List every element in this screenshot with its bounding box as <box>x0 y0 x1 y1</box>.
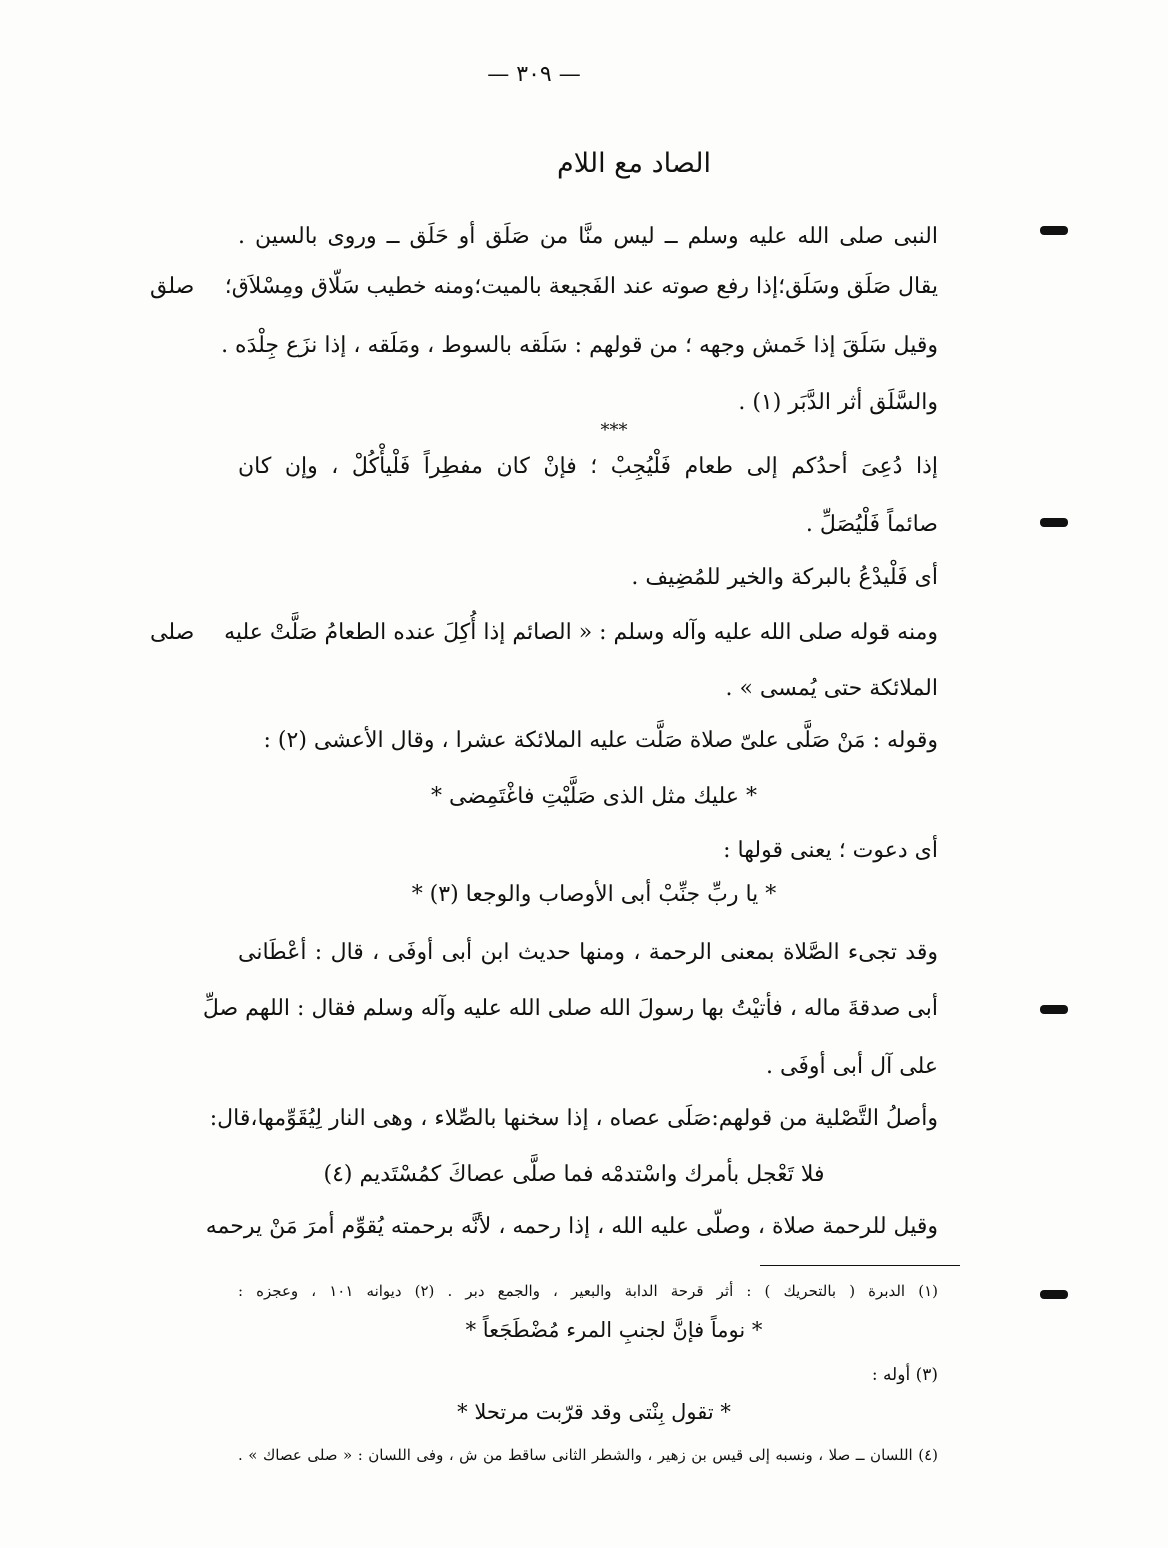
text-line-3: وقيل سَلَقَ إذا خَمش وجهه ؛ من قولهم : سَلَقه بالسوط ، ومَلَقه ، إذا نزَع جِلْدَه . <box>221 333 938 358</box>
footnote-3-verse: * تقول بِنْتى وقد قرّبت مرتحلا * <box>457 1400 731 1424</box>
para9-line: وقيل للرحمة صلاة ، وصلّى عليه الله ، إذا رحمه ، لأنَّه برحمته يُقوِّم أمرَ مَنْ يرحمه <box>205 1214 938 1239</box>
para6-line: أى دعوت ؛ يعنى قولها : <box>723 838 938 863</box>
footnote-4: (٤) اللسان ــ صلا ، ونسبه إلى قيس بن زهير ، والشطر الثانى ساقط من ش ، وفى اللسان : « صلى عصاك » . <box>238 1446 938 1464</box>
footnote-1-verse: * نوماً فإنَّ لجنبِ المرء مُضْطَجَعاً * <box>465 1318 763 1342</box>
section-heading: الصاد مع اللام <box>557 148 711 179</box>
para5-line: وقوله : مَنْ صَلَّى علىّ صلاة صَلَّت عليه الملائكة عشرا ، وقال الأعشى (٢) : <box>263 728 938 753</box>
para7-line-3: على آل أبى أوفَى . <box>766 1054 938 1079</box>
para8-line: وأصلُ التَّصْلية من قولهم:صَلَى عصاه ، إذا سخنها بالصِّلاء ، وهى النار لِيُقَوِّمها،قال: <box>209 1106 938 1131</box>
text-line-4: والسَّلَق أثر الدَّبَر (١) . <box>738 390 938 415</box>
footnote-3: (٣) أوله : <box>871 1365 938 1385</box>
para7-line-2: أبى صدقةَ ماله ، فأتيْتُ بها رسولَ الله صلى الله عليه وآله وسلم فقال : اللهم صلِّ <box>202 996 938 1021</box>
edge-mark <box>1040 518 1068 527</box>
para4-line-1: ومنه قوله صلى الله عليه وآله وسلم : « الصائم إذا أُكِلَ عنده الطعامُ صَلَّتْ عليه <box>224 620 938 645</box>
para3-line: أى فَلْيدْعُ بالبركة والخير للمُضِيف . <box>631 565 938 590</box>
edge-mark <box>1040 1290 1068 1299</box>
page-number: — ٣٠٩ — <box>487 62 581 87</box>
edge-mark <box>1040 1005 1068 1014</box>
verse-3: فلا تَعْجل بأمرك واسْتدمْه فما صلَّى عصاكَ كمُسْتَديم (٤) <box>323 1162 825 1187</box>
edge-mark <box>1040 226 1068 235</box>
section-stars: *** <box>600 420 628 441</box>
margin-entry-salaq: صلق <box>150 274 195 299</box>
para7-line-1: وقد تجىء الصَّلاة بمعنى الرحمة ، ومنها حديث ابن أبى أوفَى ، قال : أعْطَانى <box>238 940 938 965</box>
verse-1: * عليك مثل الذى صَلَّيْتِ فاغْتَمِضى * <box>431 784 757 809</box>
verse-2: * يا ربِّ جنِّبْ أبى الأوصاب والوجعا (٣) * <box>411 882 777 907</box>
para2-line-1: إذا دُعِىَ أحدُكم إلى طعام فَلْيُجِبْ ؛ فإنْ كان مفطِراً فَلْيأْكُلْ ، وإن كان <box>238 454 938 479</box>
footnote-1: (١) الدبرة ( بالتحريك ) : أثر قرحة الدابة والبعير ، والجمع دبر . (٢) ديوانه ١٠١ ، وعجزه : <box>238 1282 938 1300</box>
text-line-2: يقال صَلَق وسَلَق؛إذا رفع صوته عند الفَجيعة بالميت؛ومنه خطيب سَلّاق ومِسْلاَق؛ <box>224 274 938 299</box>
footnote-divider <box>760 1265 960 1266</box>
para4-line-2: الملائكة حتى يُمسى » . <box>725 676 938 701</box>
text-line-1: النبى صلى الله عليه وسلم ــ ليس منَّا من صَلَق أو حَلَق ــ وروى بالسين . <box>238 224 938 249</box>
margin-entry-sala: صلى <box>150 620 195 645</box>
para2-line-2: صائماً فَلْيُصَلِّ . <box>805 512 938 537</box>
